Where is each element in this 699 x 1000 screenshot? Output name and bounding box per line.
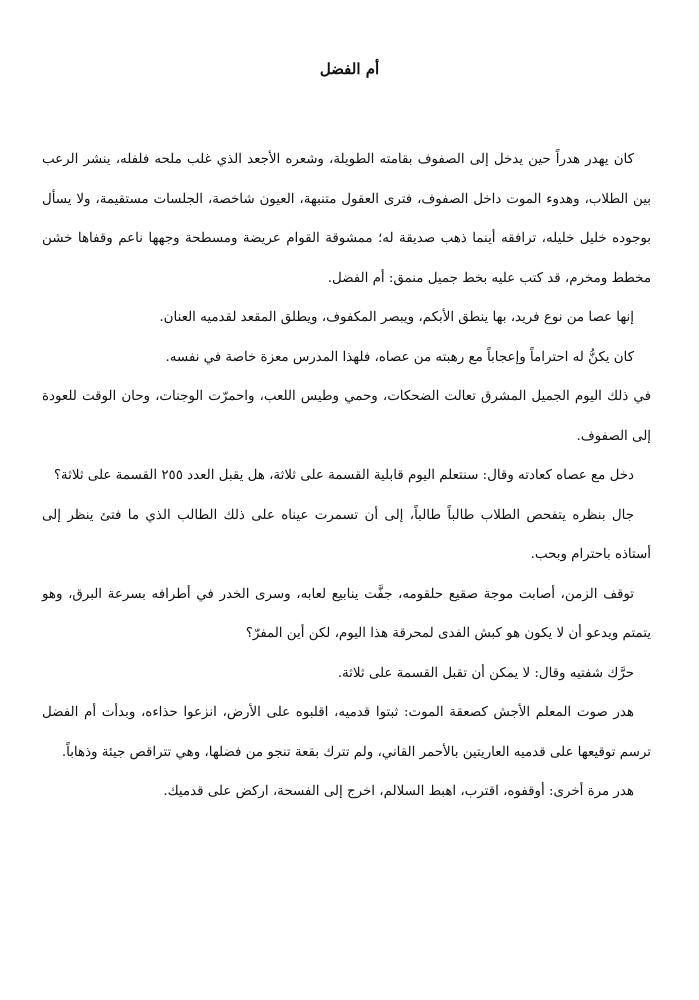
paragraph-10: هدر مرة أخرى: أوقفوه، اقترب، اهبط السلالم، اخرج إلى الفسحة، اركض على قدميك. <box>163 784 634 799</box>
paragraph-9: هدر صوت المعلم الأجش كصعقة الموت: ثبتوا قدميه، اقلبوه على الأرض، انزعوا حذاءه، وبدأت أم الفضل ترسم توقيعها على قدميه العاريتين بالأحمر القاني، ولم تترك بقعة تنجو من فضلها، وهي تتراقص جيئة وذهاباً. <box>42 705 651 760</box>
paragraph-8: حرَّك شفتيه وقال: لا يمكن أن تقبل القسمة على ثلاثة. <box>337 665 634 681</box>
paragraph-7: توقف الزمن، أصابت موجة صقيع حلقومه، جفَّت ينابيع لعابه، وسرى الخدر في أطرافه بسرعة البرق، وهو يتمتم ويدعو أن لا يكون هو كبش الفدى لمحرقة هذا اليوم، لكن أين المفرّ؟ <box>42 586 651 641</box>
paragraph-5: دخل مع عصاه كعادته وقال: سنتعلم اليوم قابلية القسمة على ثلاثة، هل يقبل العدد ٢٥٥ القسمة على ثلاثة؟ <box>53 468 634 483</box>
paragraph-4: في ذلك اليوم الجميل المشرق تعالت الضحكات، وحمي وطيس اللعب، واحمرّت الوجنات، وحان الوقت للعودة إلى الصفوف. <box>42 389 651 444</box>
paragraph-2: إنها عصا من نوع فريد، بها ينطق الأبكم، ويبصر المكفوف، ويطلق المقعد لقدميه العنان. <box>159 310 634 325</box>
paragraph-6: جال بنظره يتفحص الطلاب طالباً طالباً، إلى أن تسمرت عيناه على ذلك الطالب الذي ما فتئ ينظر إلى أستاذه باحترام وبحب. <box>42 507 651 562</box>
paragraph-3: كان يكنُّ له احتراماً وإعجاباً مع رهبته من عصاه، فلهذا المدرس معزة خاصة في نفسه. <box>165 349 634 365</box>
page-title: أم الفضل <box>319 60 380 78</box>
paragraph-1: كان يهدر هدراً حين يدخل إلى الصفوف بقامته الطويلة، وشعره الأجعد الذي غلب ملحه فلفله، ينشر الرعب بين الطلاب، وهدوء الموت داخل الصفوف، فترى العقول متنبهة، العيون شاخصة، الجلسات مستقيمة، ولا يسأل بوجوده خليل خليله، ترافقه أينما ذهب صديقة له؛ ممشوقة القوام عريضة ومسطحة وجهها ناعم وقفاها خشن مخطط ومخرم، قد كتب عليه بخط جميل منمق: أم الفضل. <box>42 152 651 286</box>
story-body <box>42 140 651 812</box>
